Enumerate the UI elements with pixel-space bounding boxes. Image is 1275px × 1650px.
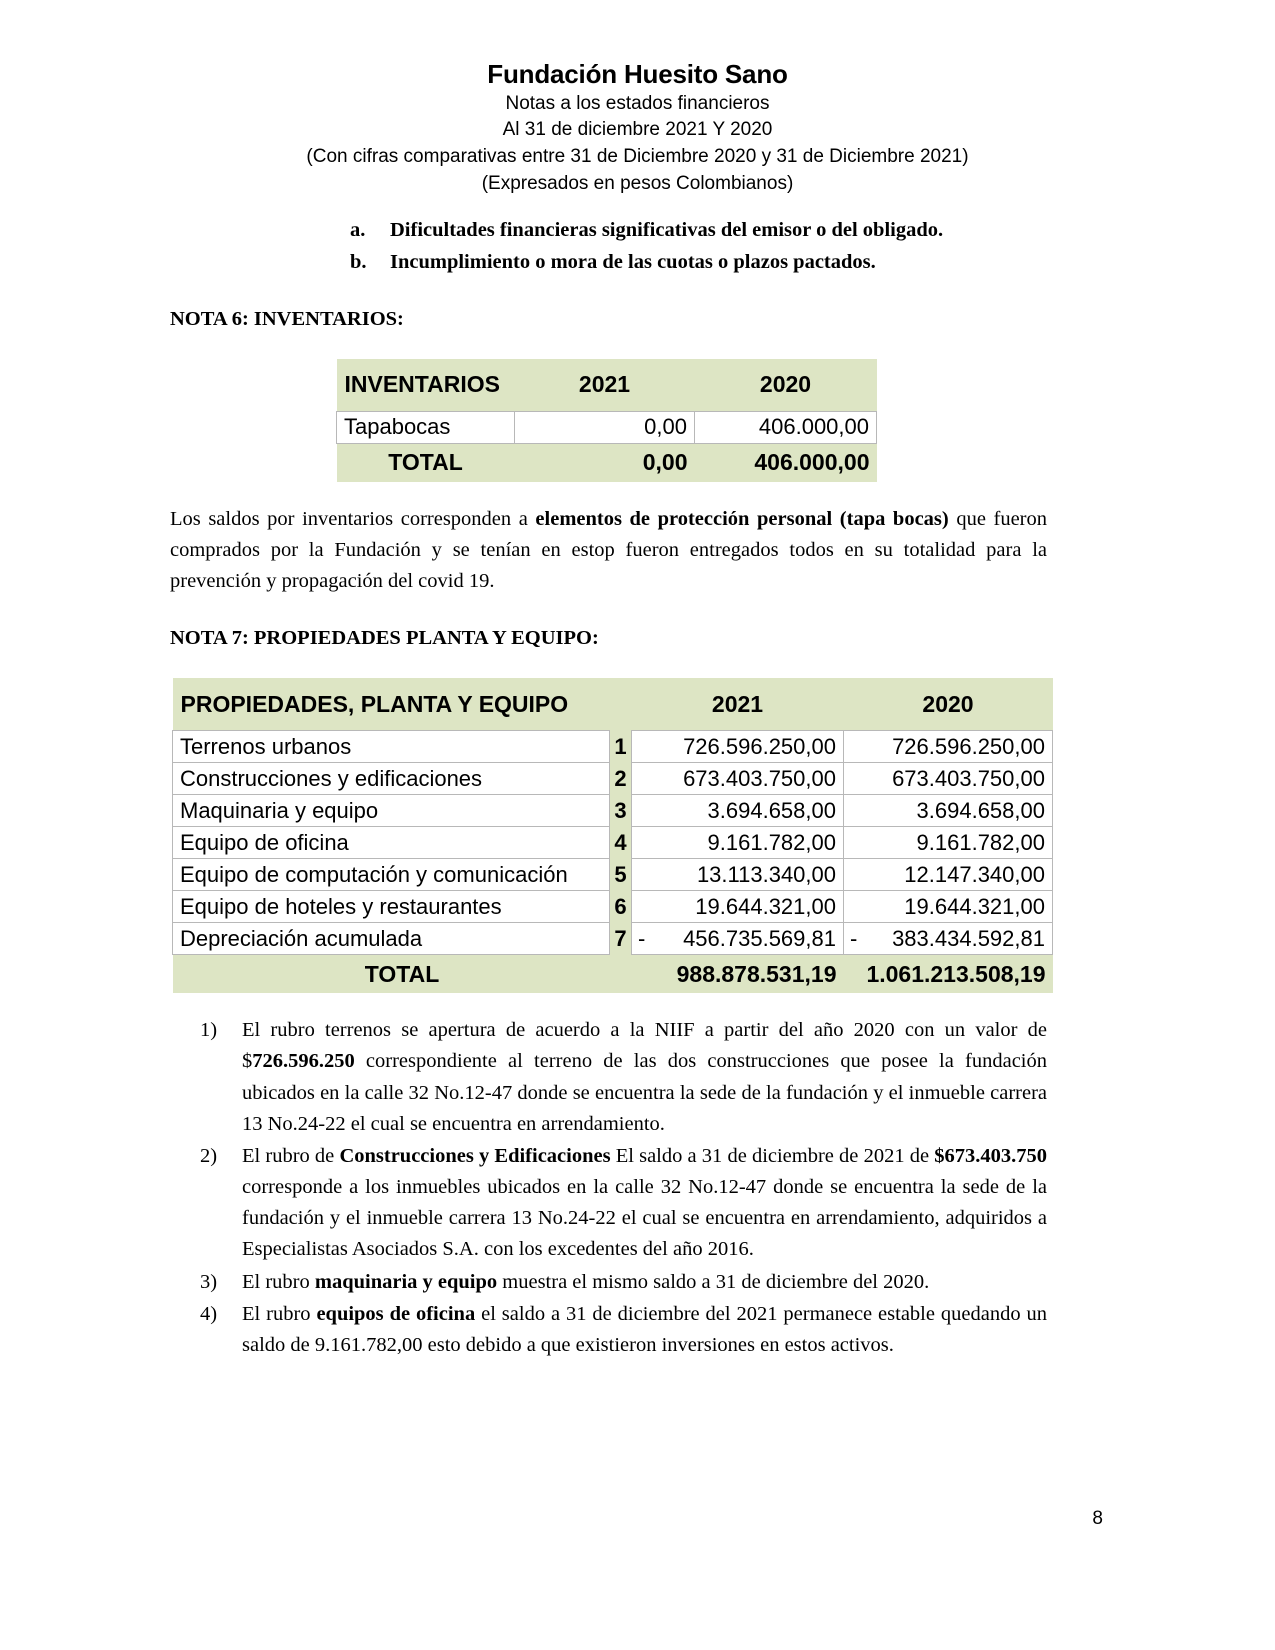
row-index: 3 (610, 795, 632, 827)
item-seg-1: El rubro de (242, 1144, 340, 1167)
item-seg-2: muestra el mismo saldo a 31 de diciembre del 2020. (497, 1270, 930, 1293)
item-seg-3: corresponde a los inmuebles ubicados en la calle 32 No.12-47 donde se encuentra la sede de la fundación y el inmueble carrera 13 No.24-22 el cual se encuentra en arrendamiento, adquiridos a Especialistas Asociados S.A. con los excedentes del año 2016. (242, 1176, 1047, 1261)
item-seg-1: El rubro terrenos se apertura de acuerdo a la NIIF a partir del año 2020 con un valor de $ (242, 1019, 1047, 1073)
list-item (200, 1015, 1047, 1140)
lettered-list (0, 216, 1275, 277)
list-item (350, 248, 1043, 278)
row-sign-2021 (632, 795, 652, 827)
header-subtitle-2: Al 31 de diciembre 2021 Y 2020 (502, 119, 773, 141)
row-value-2021: 0,00 (515, 411, 695, 443)
row-index: 1 (610, 731, 632, 763)
list-item (200, 1141, 1047, 1266)
row-label: Equipo de hoteles y restaurantes (173, 891, 610, 923)
total-value-2021: 0,00 (515, 443, 695, 482)
row-value-2020: 19.644.321,00 (864, 891, 1053, 923)
list-item (350, 216, 1043, 246)
row-sign-2020 (844, 827, 864, 859)
column-header-2020: 2020 (844, 678, 1053, 731)
page-number: 8 (1092, 1508, 1103, 1529)
row-value-2020: 726.596.250,00 (864, 731, 1053, 763)
item-bold-1: 726.596.250 (252, 1050, 355, 1073)
page-title: Fundación Huesito Sano (487, 59, 788, 89)
table-row (173, 827, 1053, 859)
row-value-2021: 456.735.569,81 (652, 923, 844, 955)
item-bold-1: Construcciones y Edificaciones (339, 1144, 611, 1167)
note-6-paragraph (170, 504, 1047, 597)
row-sign-2021: - (632, 923, 652, 955)
row-value-2020: 406.000,00 (695, 411, 877, 443)
row-value-2021: 9.161.782,00 (652, 827, 844, 859)
item-bold-1: equipos de oficina (316, 1302, 476, 1325)
table-row (173, 891, 1053, 923)
list-marker: a. (350, 219, 366, 242)
list-item (200, 1267, 1047, 1298)
row-value-2021: 19.644.321,00 (652, 891, 844, 923)
list-marker: b. (350, 251, 367, 274)
item-seg-1: El rubro (242, 1302, 317, 1325)
list-marker: 3) (200, 1270, 218, 1293)
total-value-2021: 988.878.531,19 (632, 955, 844, 994)
numbered-notes-list (0, 1015, 1275, 1361)
table-row (337, 411, 877, 443)
row-value-2021: 13.113.340,00 (652, 859, 844, 891)
table-header-row (337, 359, 877, 412)
table-row (173, 795, 1053, 827)
row-sign-2021 (632, 891, 652, 923)
row-sign-2021 (632, 859, 652, 891)
row-sign-2020 (844, 731, 864, 763)
note-6-heading: NOTA 6: INVENTARIOS: (170, 307, 404, 330)
header-subtitle-4: (Expresados en pesos Colombianos) (481, 173, 794, 195)
row-sign-2020 (844, 763, 864, 795)
para-bold: elementos de protección personal (tapa bocas) (535, 507, 949, 530)
row-index: 4 (610, 827, 632, 859)
row-value-2020: 9.161.782,00 (864, 827, 1053, 859)
row-value-2021: 726.596.250,00 (652, 731, 844, 763)
row-sign-2020 (844, 891, 864, 923)
row-label: Depreciación acumulada (173, 923, 610, 955)
row-index: 2 (610, 763, 632, 795)
total-label: TOTAL (173, 955, 632, 994)
row-value-2021: 673.403.750,00 (652, 763, 844, 795)
row-label: Construcciones y edificaciones (173, 763, 610, 795)
table-total-row (173, 955, 1053, 994)
row-index: 7 (610, 923, 632, 955)
total-label: TOTAL (337, 443, 515, 482)
row-sign-2020: - (844, 923, 864, 955)
row-label: Equipo de oficina (173, 827, 610, 859)
total-value-2020: 1.061.213.508,19 (844, 955, 1053, 994)
row-index: 6 (610, 891, 632, 923)
inventarios-table-wrapper (336, 359, 1275, 482)
item-bold-1: maquinaria y equipo (314, 1270, 498, 1293)
note-7-heading: NOTA 7: PROPIEDADES PLANTA Y EQUIPO: (170, 627, 599, 650)
table-row (173, 763, 1053, 795)
table-row (173, 923, 1053, 955)
table-row (173, 731, 1053, 763)
item-seg-2: correspondiente al terreno de las dos construcciones que posee la fundación ubicados en la calle 32 No.12-47 donde se encuentra la sede de la fundación y el inmueble carrera 13 No.24-22 el cual se encuentra en arrendamiento. (242, 1050, 1047, 1135)
list-marker: 4) (200, 1302, 218, 1325)
column-header-concept: PROPIEDADES, PLANTA Y EQUIPO (173, 678, 632, 731)
table-row (173, 859, 1053, 891)
header-subtitle-1: Notas a los estados financieros (505, 92, 770, 114)
total-value-2020: 406.000,00 (695, 443, 877, 482)
column-header-2021: 2021 (632, 678, 844, 731)
row-sign-2021 (632, 827, 652, 859)
para-seg-1: Los saldos por inventarios corresponden a (170, 507, 536, 530)
row-value-2020: 673.403.750,00 (864, 763, 1053, 795)
row-sign-2020 (844, 859, 864, 891)
row-value-2020: 3.694.658,00 (864, 795, 1053, 827)
row-sign-2021 (632, 731, 652, 763)
column-header-concept: INVENTARIOS (337, 359, 515, 412)
ppe-table-wrapper (172, 678, 1275, 993)
row-value-2020: 383.434.592,81 (864, 923, 1053, 955)
row-value-2020: 12.147.340,00 (864, 859, 1053, 891)
row-label: Maquinaria y equipo (173, 795, 610, 827)
list-item-text: Incumplimiento o mora de las cuotas o plazos pactados. (390, 251, 876, 274)
row-sign-2020 (844, 795, 864, 827)
list-item-text: Dificultades financieras significativas del emisor o del obligado. (390, 219, 944, 242)
column-header-2020: 2020 (695, 359, 877, 412)
row-label: Equipo de computación y comunicación (173, 859, 610, 891)
para-seg-2: que fueron comprados por la Fundación y se tenían en estop fueron entregados todos en su totalidad para la prevención y propagación del covid 19. (170, 507, 1047, 593)
inventarios-table (336, 359, 877, 482)
item-bold-2: $673.403.750 (934, 1144, 1047, 1167)
list-marker: 1) (200, 1019, 218, 1042)
row-index: 5 (610, 859, 632, 891)
table-header-row (173, 678, 1053, 731)
row-label: Tapabocas (337, 411, 515, 443)
list-item (200, 1299, 1047, 1361)
header-subtitle-3: (Con cifras comparativas entre 31 de Diciembre 2020 y 31 de Diciembre 2021) (306, 146, 969, 168)
item-seg-2: El saldo a 31 de diciembre de 2021 de (610, 1144, 935, 1167)
table-total-row (337, 443, 877, 482)
item-seg-2: el saldo a 31 de diciembre del 2021 permanece estable quedando un saldo de 9.161.782,00 esto debido a que existieron inversiones en estos activos. (242, 1302, 1047, 1356)
list-marker: 2) (200, 1144, 218, 1167)
item-seg-1: El rubro (242, 1270, 315, 1293)
row-sign-2021 (632, 763, 652, 795)
column-header-2021: 2021 (515, 359, 695, 412)
row-label: Terrenos urbanos (173, 731, 610, 763)
row-value-2021: 3.694.658,00 (652, 795, 844, 827)
document-header (0, 0, 1275, 198)
ppe-table (172, 678, 1053, 993)
